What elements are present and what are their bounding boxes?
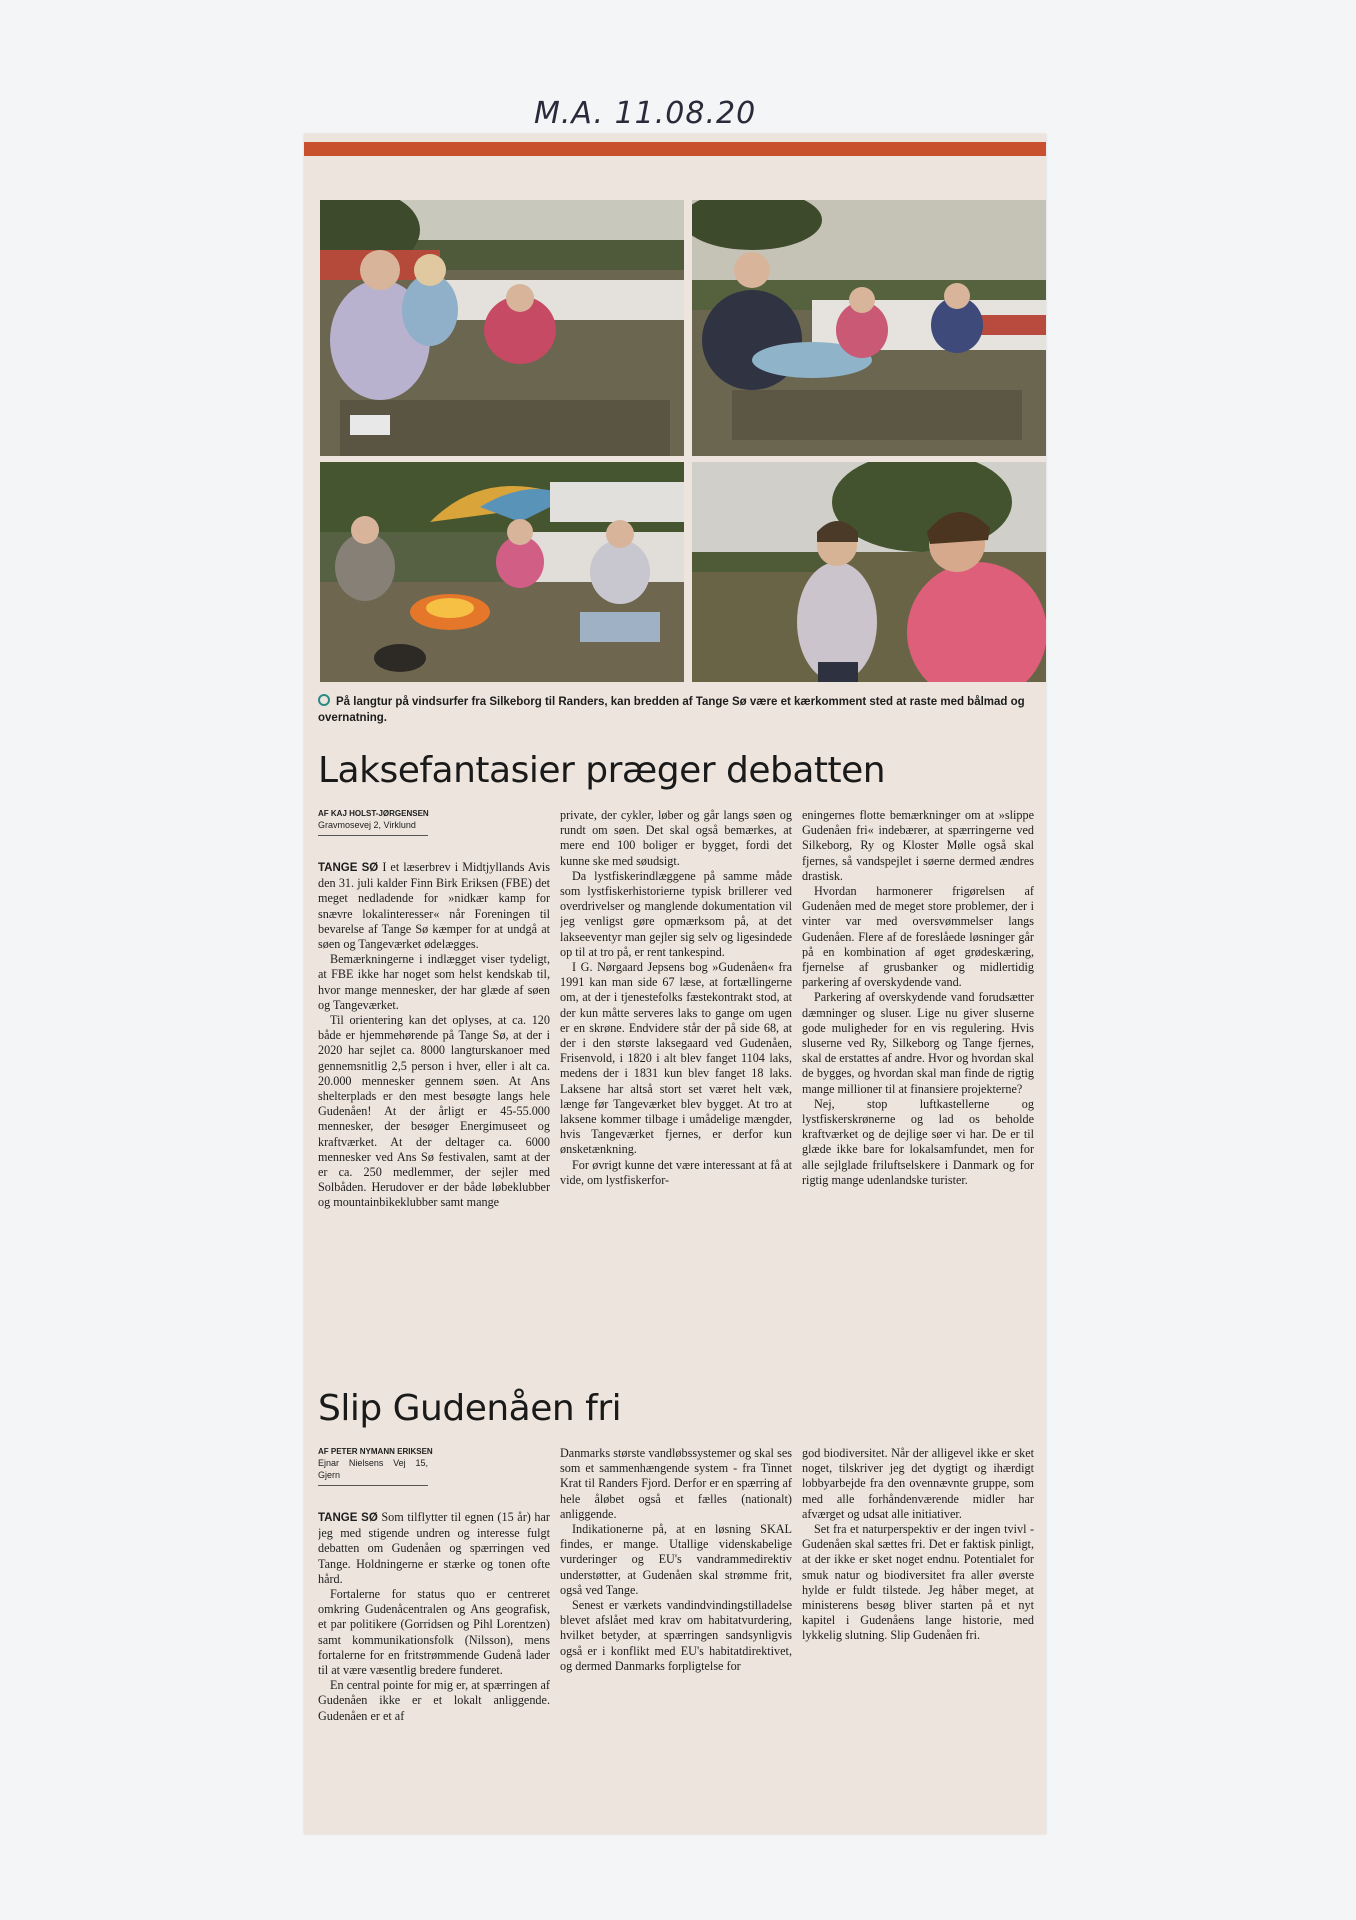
caption-text: På langtur på vindsurfer fra Silkeborg til Randers, kan bredden af Tange Sø være et kærkomment sted at raste med bålmad og overnatning. [318, 696, 1025, 724]
article-1-dateline: TANGE SØ [318, 862, 379, 874]
paragraph: Parkering af overskydende vand forudsætter dæmninger og sluser. Lige nu giver sluserne gode muligheder for en vis regulering. Hvis sluserne ved Ry, Silkeborg og Tange fjernes, skal de erstattes af andre. Hvor og hvordan skal de bygges, og hvordan skal man finde de rigtig mange millioner til at finansiere projekterne? [802, 990, 1034, 1096]
paragraph: Fortalerne for status quo er centreret omkring Gudenåcentralen og Ans geografisk, et par politikere (Gorridsen og Pihl Lorentzen) samt kommunikationsfolk (Nilsson), mens fortalerne for en fritstrømmende Gudenå lader til at være væsentlig bredere funderet. [318, 1587, 550, 1678]
article-1-column-3 [802, 808, 1034, 1354]
paragraph: For øvrigt kunne det være interessant at få at vide, om lystfiskerfor- [560, 1157, 792, 1187]
paragraph [318, 860, 550, 952]
paragraph: Til orientering kan det oplyses, at ca. 120 både er hjemmehørende på Tange Sø, at der i 2020 har sejlet ca. 8000 langturskanoer med gennemsnitlig 2,5 person i hver, eller i alt ca. 20.000 mennesker gennem søen. At Ans shelterplads er den mest besøgte langs hele Gudenåen! At der årligt er 45-55.000 mennesker, der besøger Energimuseet og kraftværket. At der deltager ca. 6000 mennesker ved Ans Sø festivalen, samt at der er ca. 250 medlemmer, der sejler med Solbåden. Herudover er der både løbeklubber og mountainbikeklubber samt mange [318, 1013, 550, 1210]
section-color-bar [304, 142, 1046, 156]
article-2-column-3 [802, 1446, 1034, 1834]
handwritten-date-annotation: M.A. 11.08.20 [534, 96, 757, 131]
article-1-column-1 [318, 808, 550, 1354]
article-2-column-1 [318, 1446, 550, 1834]
photo-two-women-standing [692, 462, 1046, 682]
paragraph: Nej, stop luftkastellerne og lystfiskerskrønerne og lad os beholde kraftværket og de dejlige søer vi har. De er til glæde ikke bare for lokalsamfundet, men for alle sejlglade friluftselskere i Danmark og for rigtig mange udenlandske turister. [802, 1096, 1034, 1187]
paragraph: god biodiversitet. Når der alligevel ikke er sket noget, tilskriver jeg det dygtigt og ihærdigt lobbyarbejde fra den ovennævnte gruppe, som med alle forhåndenværende midler har afværget og udsat alle initiativer. [802, 1446, 1034, 1521]
paragraph: Senest er værkets vandindvindingstilladelse blevet afslået med krav om habitatvurdering, hvilket betyder, at spærringen sandsynligvis også er i konflikt med EU's habitatdirektivet, og dermed Danmarks forpligtelse for [560, 1598, 792, 1673]
article-1-address: Gravmosevej 2, Virklund [318, 819, 428, 836]
photo-campfire-cooking [320, 462, 684, 682]
paragraph [318, 1510, 550, 1587]
article-2-author: AF PETER NYMANN ERIKSEN [318, 1447, 433, 1456]
paragraph-text: Som tilflytter til egnen (15 år) har jeg med stigende undren og interesse fulgt debatten om Gudenåen og spærringen ved Tange. Holdningerne er stærke og tonen ofte hård. [318, 1510, 550, 1586]
paragraph: Set fra et naturperspektiv er der ingen tvivl - Gudenåen skal sættes fri. Det er faktisk pinligt, at der ikke er sket noget endnu. Potentialet for smuk natur og biodiversitet fra aller øverste hylde er fuldt tilstede. Jeg håber meget, at ministerens besøg bliver starten på et nyt kapitel i Gudenåens lange historie, med lykkelig slutning. Slip Gudenåen fri. [802, 1522, 1034, 1643]
paragraph-text: I et læserbrev i Midtjyllands Avis den 31. juli kalder Finn Birk Eriksen (FBE) det meget nedladende for »nidkær kamp for snævre lokalinteresser« når Foreningen til bevarelse af Tange Sø kæmper for at undgå at søen og Tangeværket ødelægges. [318, 860, 550, 952]
article-2-address: Ejnar Nielsens Vej 15, Gjern [318, 1457, 428, 1486]
photo-campers-resting [692, 200, 1046, 456]
caption-bullet-icon [318, 694, 330, 706]
paragraph: Indikationerne på, at en løsning SKAL findes, er mange. Utallige videnskabelige vurderinger og EU's vandrammedirektiv understøtter, at Gudenåen skal strømme frit, også ved Tange. [560, 1522, 792, 1597]
article-2-headline: Slip Gudenåen fri [318, 1388, 622, 1429]
paragraph: I G. Nørgaard Jepsens bog »Gudenåen« fra 1991 kan man side 67 læse, at fortællingerne om, at der i tjenestefolks fæstekontrakt stod, at der kun måtte serveres laks to gange om ugen er en skrøne. Endvidere står der på side 68, at der i den største laksegaard ved Gudenåen, Frisenvold, i 1820 i alt blev fanget 1104 laks, medens der i 1831 kun blev fanget 18 laks. Laksene har altså stort set været helt væk, længe før Tangeværket blev bygget. At tro at laksene kommer tilbage i umådelige mængder, hvis Tangeværket fjernes, er derfor kun ønsketænkning. [560, 960, 792, 1157]
paragraph: Danmarks største vandløbssystemer og skal ses som et sammenhængende system - fra Tinnet Krat til Randers Fjord. Derfor er en spærring af hele åløbet også et fælles (nationalt) anliggende. [560, 1446, 792, 1521]
photo-campers-grilling [320, 200, 684, 456]
paragraph: private, der cykler, løber og går langs søen og rundt om søen. Det skal også bemærkes, at mere end 100 boliger er bygget, fordi det kunne ske med søudsigt. [560, 808, 792, 868]
article-1-author: AF KAJ HOLST-JØRGENSEN [318, 809, 429, 818]
paragraph: En central pointe for mig er, at spærringen af Gudenåen ikke er et lokalt anliggende. Gudenåen er et af [318, 1678, 550, 1723]
article-1-body [318, 808, 1034, 1354]
paragraph: Da lystfiskerindlæggene på samme måde som lystfiskerhistorierne typisk brillerer ved overdrivelser og manglende dokumentation vil jeg venligst gøre opmærksom på, at det lakseeventyr man gejler sig selv og ligesindede op til at tro på, er rent tankespind. [560, 868, 792, 959]
article-1-column-2 [560, 808, 792, 1354]
article-2-body [318, 1446, 1034, 1834]
paragraph: Hvordan harmonerer frigørelsen af Gudenåen med de meget store problemer, der i vinter var med oversvømmelser langs Gudenåen. Flere af de foreslåede løsninger går på en kombination af øget grødeskæring, fjernelse af grusbanker og midlertidig parkering af overskydende vand. [802, 884, 1034, 990]
newspaper-clipping [304, 134, 1046, 1834]
paragraph: Bemærkningerne i indlægget viser tydeligt, at FBE ikke har noget som helst kendskab til, hvor mange mennesker, der har glæde af søen og Tangeværket. [318, 952, 550, 1012]
photo-caption [318, 694, 1028, 726]
article-2-column-2 [560, 1446, 792, 1834]
article-1-headline: Laksefantasier præger debatten [318, 750, 886, 791]
article-2-dateline: TANGE SØ [318, 1512, 378, 1524]
paragraph: eningernes flotte bemærkninger om at »slippe Gudenåen fri« indebærer, at spærringerne ved Silkeborg, Ry og Kloster Mølle også skal fjernes, så vandspejlet i søerne dermed ændres drastisk. [802, 808, 1034, 883]
